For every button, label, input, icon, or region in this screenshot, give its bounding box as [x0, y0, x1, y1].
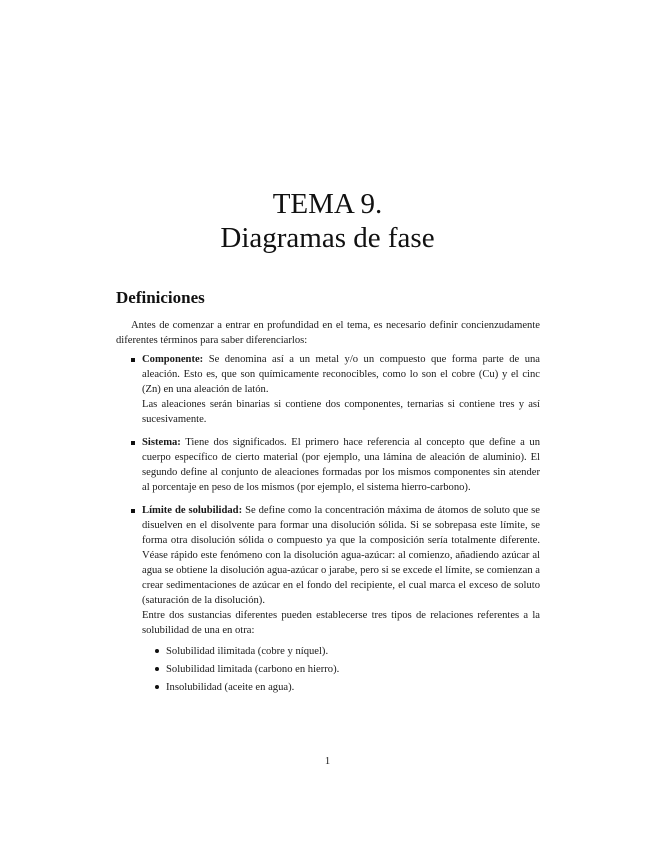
solubility-sublist [142, 644, 540, 695]
bullet-dot-icon [155, 685, 159, 689]
bullet-dot-icon [155, 649, 159, 653]
page-number: 1 [324, 756, 331, 767]
bullet-dot-icon [155, 667, 159, 671]
sublist-item [142, 644, 540, 659]
title-line-1: TEMA 9. [272, 188, 383, 220]
square-bullet-icon [131, 358, 135, 362]
term-extra: Entre dos sustancias diferentes pueden establecerse tres tipos de relaciones referentes a la solubilidad de una en otra: [142, 610, 540, 636]
square-bullet-icon [131, 441, 135, 445]
term-text: Se denomina así a un metal y/o un compuesto que forma parte de una aleación. Esto es, que son químicamente reconocibles, como lo son el cobre (Cu) y el cinc (Zn) en una aleación de latón. [142, 354, 540, 395]
term-label: Límite de solubilidad: [142, 505, 243, 516]
sublist-item [142, 662, 540, 677]
title-line-2: Diagramas de fase [220, 222, 435, 254]
term-label: Sistema: [142, 437, 181, 448]
sublist-item [142, 680, 540, 695]
list-item-sistema [116, 435, 540, 495]
list-item-limite-solubilidad [116, 503, 540, 695]
term-extra: Las aleaciones serán binarias si contiene dos componentes, ternarias si contiene tres y así sucesivamente. [142, 399, 540, 425]
intro-paragraph: Antes de comenzar a entrar en profundidad en el tema, es necesario definir concienzudamente diferentes términos para saber diferenciarlos: [116, 320, 540, 346]
term-label: Componente: [142, 354, 204, 365]
square-bullet-icon [131, 509, 135, 513]
term-text: Tiene dos significados. El primero hace referencia al concepto que define a un cuerpo específico de cierto material (por ejemplo, una lámina de aleación de aluminio). El segundo define al conjunto de aleaciones formadas por los mismos componentes sin atender al porcentaje en peso de los mismos (por ejemplo, el sistema hierro-carbono). [142, 437, 540, 493]
list-item-componente [116, 352, 540, 427]
sublist-item-text: Solubilidad limitada (carbono en hierro). [166, 664, 340, 675]
section-heading: Definiciones [116, 288, 205, 307]
sublist-item-text: Insolubilidad (aceite en agua). [166, 682, 295, 693]
term-text: Se define como la concentración máxima de átomos de soluto que se disuelven en el disolvente para formar una disolución sólida. Si se sobrepasa este límite, se forma otra disolución sólida o compuesto ya que la composición sería totalmente diferente. Véase rápido este fenómeno con la disolución agua-azúcar: al comienzo, añadiendo azúcar al agua se obtiene la disolución agua-azúcar o jarabe, pero si se excede el límite, se comienzan a crear sedimentaciones de azúcar en el fondo del recipiente, el cual marca el exceso de soluto (saturación de la disolución). [142, 505, 540, 606]
sublist-item-text: Solubilidad ilimitada (cobre y níquel). [166, 646, 329, 657]
definitions-list [116, 352, 540, 703]
